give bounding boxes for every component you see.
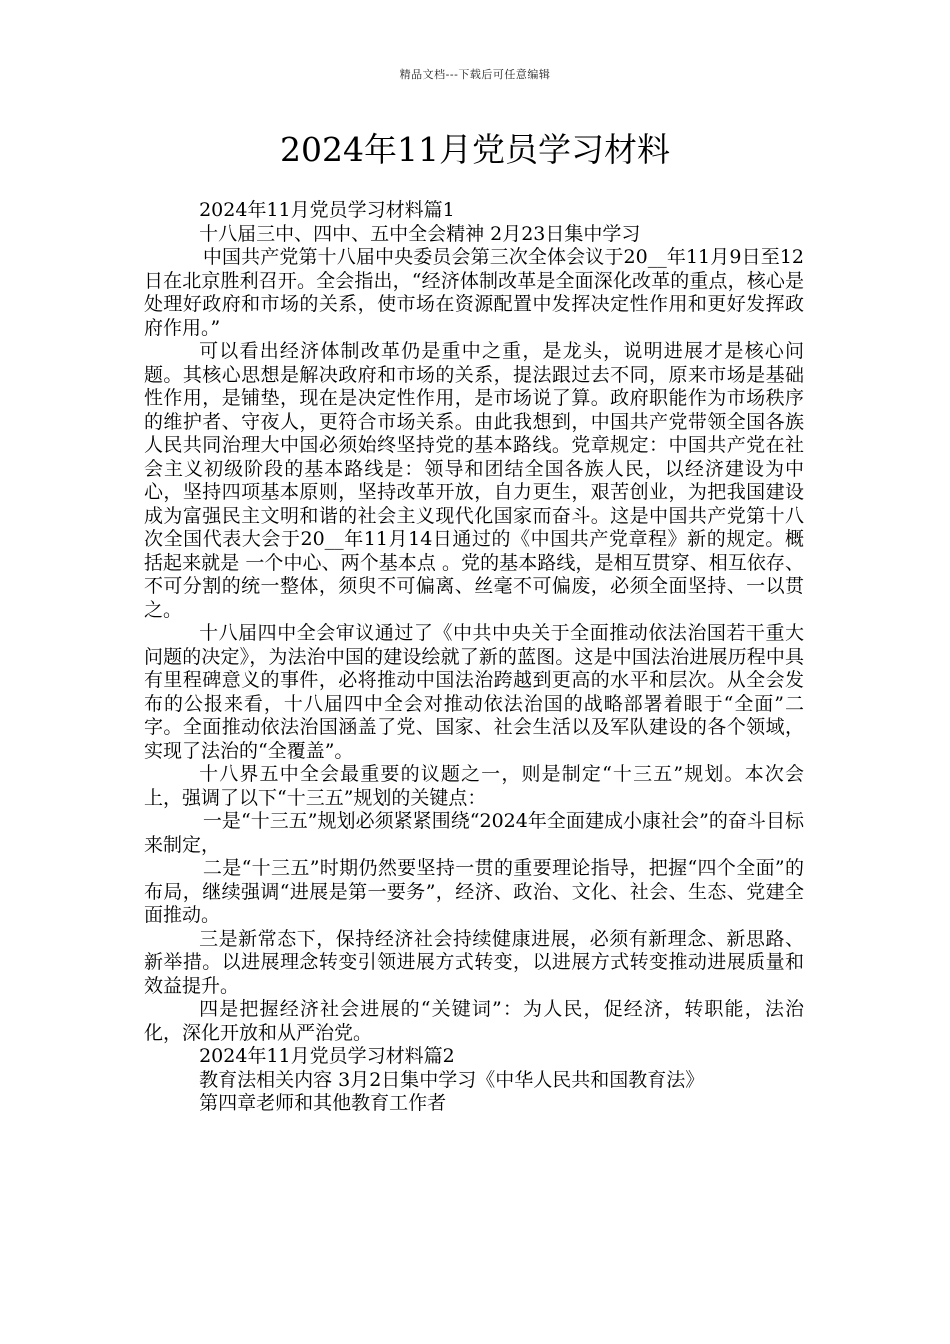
paragraph: 三是新常态下，保持经济社会持续健康进展，必须有新理念、新思路、新举措。以进展理念转变引领进展方式转变，以进展方式转变推动进展质量和效益提升。 [144,927,804,997]
paragraph-subheading-1: 十八届三中、四中、五中全会精神 2月23日集中学习 [199,222,641,245]
chapter-heading: 第四章老师和其他教育工作者 [199,1092,447,1114]
paragraph: 十八届四中全会审议通过了《中共中央关于全面推动依法治国若干重大问题的决定》，为法治中国的建设绘就了新的蓝图。这是中国法治进展历程中具有里程碑意义的事件，必将推动中国法治跨越到更高的水平和层次。从全会发布的公报来看，十八届四中全会对推动依法治国的战略部署着眼于“全面”二字。全面推动依法治国涵盖了党、国家、社会生活以及军队建设的各个领域，实现了法治的“全覆盖”。 [144,622,804,762]
document-body [144,199,804,1116]
paragraph: 中国共产党第十八届中央委员会第三次全体会议于20__年11月9日至12日在北京胜利召开。全会指出，“经济体制改革是全面深化改革的重点，核心是处理好政府和市场的关系，使市场在资源配置中发挥决定性作用和更好发挥政府作用。” [144,246,804,339]
header-note: 精品文档---下载后可任意编辑 [399,68,551,81]
paragraph-subheading-2: 教育法相关内容 3月2日集中学习《中华人民共和国教育法》 [199,1068,705,1091]
paragraph: 四是把握经济社会进展的“关键词”：为人民，促经济，转职能，法治化，深化开放和从严治党。 [144,998,804,1044]
section-heading-1: 2024年11月党员学习材料篇1 [199,199,455,221]
section-heading-2: 2024年11月党员学习材料篇2 [199,1045,455,1067]
document-title: 2024年11月党员学习材料 [280,130,670,169]
paragraph: 二是“十三五”时期仍然要坚持一贯的重要理论指导，把握“四个全面”的布局，继续强调“进展是第一要务”，经济、政治、文化、社会、生态、党建全面推动。 [144,857,804,926]
paragraph: 可以看出经济体制改革仍是重中之重，是龙头，说明进展才是核心问题。其核心思想是解决政府和市场的关系，提法跟过去不同，原来市场是基础性作用，是铺垫，现在是决定性作用，是市场说了算。政府职能作为市场秩序的维护者、守夜人，更符合市场关系。由此我想到，中国共产党带领全国各族人民共同治理大中国必须始终坚持党的基本路线。党章规定：中国共产党在社会主义初级阶段的基本路线是：领导和团结全国各族人民，以经济建设为中心，坚持四项基本原则，坚持改革开放，自力更生，艰苦创业，为把我国建设成为富强民主文明和谐的社会主义现代化国家而奋斗。这是中国共产党第十八次全国代表大会于20__年11月14日通过的《中国共产党章程》新的规定。概括起来就是 一个中心、两个基本点 。党的基本路线，是相互贯穿、相互依存、不可分割的统一整体，须臾不可偏离、丝毫不可偏废，必须全面坚持、一以贯之。 [144,340,804,621]
paragraph: 一是“十三五”规划必须紧紧围绕“2024年全面建成小康社会”的奋斗目标来制定， [144,810,804,856]
paragraph: 十八界五中全会最重要的议题之一，则是制定“十三五”规划。本次会上，强调了以下“十三五”规划的关键点： [144,763,804,809]
